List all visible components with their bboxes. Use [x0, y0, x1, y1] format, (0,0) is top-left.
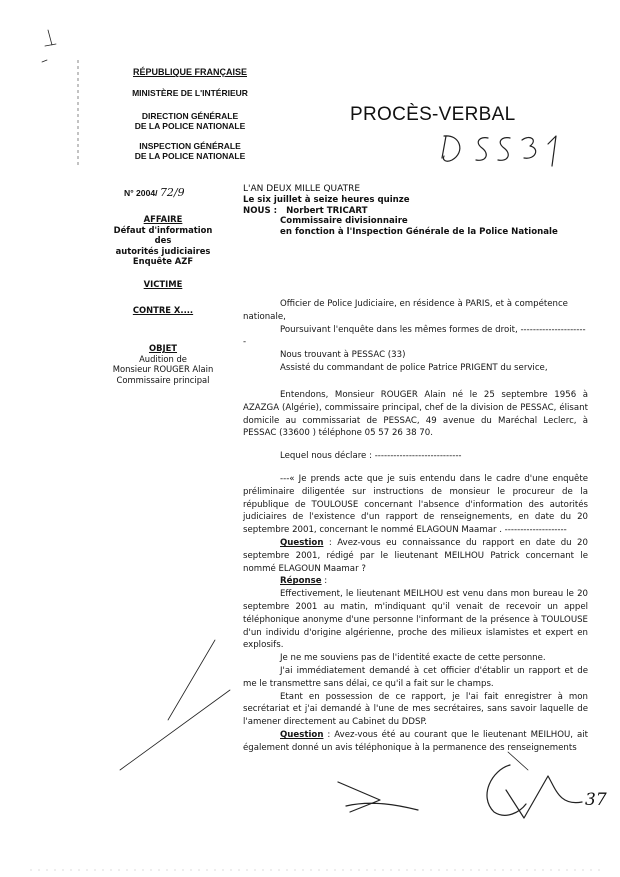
- nous-name: Norbert TRICART: [286, 205, 368, 216]
- intro-year: L'AN DEUX MILLE QUATRE: [243, 184, 361, 194]
- answer-1-paragraph-3: J'ai immédiatement demandé à cet officier d'établir un rapport et de me le transmettre sans délai, ce qu'il a fait sur le champs.: [243, 665, 588, 689]
- intro-date: Le six juillet à seize heures quinze: [243, 194, 410, 205]
- inspection-line-2: DE LA POLICE NATIONALE: [134, 151, 246, 161]
- affaire-line-2: autorités judiciaires: [115, 245, 211, 256]
- objet-heading: OBJET: [148, 343, 178, 353]
- question-1-text: : Avez-vous eu connaissance du rapport en date du 20 septembre 2001, rédigé par le lieutenant MEILHOU Patrick concernant le nommé ELAGOUN Maamar ?: [243, 537, 588, 574]
- officer-paragraph-2: Poursuivant l'enquête dans les mêmes formes de droit, ----------------------: [243, 324, 586, 348]
- question-1-label: Question: [280, 537, 324, 548]
- affaire-line-1: Défaut d'information des: [113, 224, 213, 246]
- contre-x: CONTRE X....: [132, 305, 194, 315]
- pv-number-label: N° 2004/: [124, 188, 158, 198]
- signature-2: [487, 765, 582, 818]
- corner-mark: [42, 30, 56, 62]
- officer-paragraph-1: Officier de Police Judiciaire, en résidence à PARIS, et à compétence nationale,: [243, 299, 568, 322]
- question-2-text: : Avez-vous été au courant que le lieutenant MEILHOU, ait également donné un avis téléphonique à la permanence des renseignements: [243, 729, 588, 753]
- officer-paragraph-3: Nous trouvant à PESSAC (33): [280, 350, 406, 361]
- margin-stroke-1: [168, 640, 215, 720]
- answer-1-label: Réponse: [280, 576, 322, 587]
- question-2-label: Question: [280, 729, 324, 740]
- margin-stroke-2: [120, 690, 230, 770]
- answer-1-paragraph-1: Effectivement, le lieutenant MEILHOU est venu dans mon bureau le 20 septembre 2001 au matin, m'indiquant qu'il venait de recevoir un appel téléphonique anonyme d'une personne l'informant de la présence à TOULOUSE d'un individu d'origine algérienne, proche des milieux islamistes et expert en explosifs.: [243, 589, 588, 651]
- republique-heading: RÉPUBLIQUE FRANÇAISE: [132, 67, 247, 77]
- page-title: PROCÈS-VERBAL: [350, 104, 516, 125]
- direction-line-1: DIRECTION GÉNÉRALE: [141, 111, 239, 121]
- signature-stroke: [508, 752, 528, 770]
- intro-rank: Commissaire divisionnaire: [280, 216, 408, 227]
- objet-line-2: Monsieur ROUGER Alain: [112, 364, 214, 375]
- identity-paragraph: Entendons, Monsieur ROUGER Alain né le 25 septembre 1956 à AZAZGA (Algérie), commissaire principal, chef de la division de PESSAC, élisant domicile au commissariat de PESSAC, 49 avenue du Maréchal Leclerc, à PESSAC (33600 ) téléphone 05 57 26 38 70.: [243, 390, 588, 439]
- nous-label: NOUS :: [243, 205, 278, 216]
- inspection-line-1: INSPECTION GÉNÉRALE: [139, 141, 241, 151]
- objet-line-3: Commissaire principal: [116, 374, 210, 385]
- answer-1-colon: :: [321, 576, 328, 587]
- answer-1-paragraph-4: Etant en possession de ce rapport, je l'ai fait enregistrer à mon secrétariat et j'ai demandé à l'une de mes secrétaires, sans savoir laquelle de l'amener directement au Cabinet du DDSP.: [243, 691, 588, 728]
- signature-1: [338, 782, 418, 812]
- ministere-heading: MINISTÈRE DE L'INTÉRIEUR: [132, 88, 248, 98]
- pv-number-handwritten: 72/9: [159, 186, 185, 199]
- affaire-heading: AFFAIRE: [143, 214, 183, 224]
- statement-intro: ---« Je prends acte que je suis entendu dans le cadre d'une enquête préliminaire diligentée sur instructions de monsieur le procureur de la république de TOULOUSE concernant l'absence d'information des autorités judiciaires de l'existence d'un rapport de renseignements, en date du 20 septembre 2001, concernant le nommé ELAGOUN Maamar . --------------------: [243, 473, 588, 536]
- page-number: 37: [585, 790, 607, 810]
- affaire-line-3: Enquête AZF: [132, 256, 194, 267]
- intro-function: en fonction à l'Inspection Générale de la Police Nationale: [280, 227, 558, 238]
- answer-1-paragraph-2: Je ne me souviens pas de l'identité exacte de cette personne.: [280, 653, 546, 664]
- officer-paragraph-4: Assisté du commandant de police Patrice PRIGENT du service,: [280, 362, 548, 373]
- direction-line-2: DE LA POLICE NATIONALE: [134, 121, 246, 131]
- objet-line-1: Audition de: [139, 353, 187, 364]
- declaration-line: Lequel nous déclare : ----------------------------: [280, 451, 462, 462]
- victime-heading: VICTIME: [143, 279, 183, 289]
